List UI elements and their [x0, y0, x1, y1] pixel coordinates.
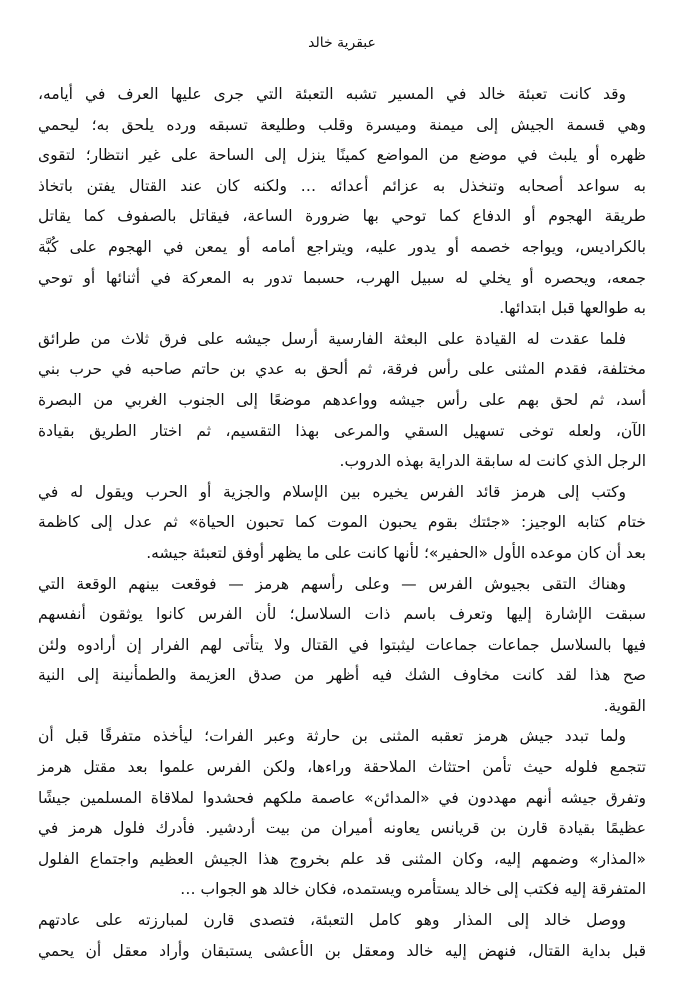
paragraph-4: [38, 569, 646, 722]
text-line: وتفرق جيشه أنهم مهددون في «المدائن» عاصمة ملكهم فحشدوا لملاقاة المسلمين جيشًا: [38, 788, 646, 807]
text-line: «المذار» وضمهم إليه، وكان المثنى قد علم بخروج هذا الجيش العظيم واجتماع الفلول: [38, 849, 646, 868]
text-line: الآن، ولعله توخى تسهيل السقي والمرعى بهذا التقسيم، ثم اختار الطريق بقيادة: [38, 421, 646, 440]
text-line: صح هذا لقد كانت مخاوف الشك فيه أظهر من صدق العزيمة والطمأنينة إلى النية: [38, 666, 646, 685]
text-line: ولما تبدد جيش هرمز تعقبه المثنى بن حارثة وعبر الفرات؛ ليأخذه متفرقًا قبل أن: [38, 727, 626, 746]
text-line: سبقت الإشارة إليها وتعرف باسم ذات السلاسل؛ لأن الفرس كانوا يوثقون أنفسهم: [38, 605, 646, 624]
text-line: فلما عقدت له القيادة على البعثة الفارسية أرسل جيشه على فرق ثلاث من طرائق: [38, 329, 626, 348]
text-line: وكتب إلى هرمز قائد الفرس يخيره بين الإسلام والجزية أو الحرب ويقول له في: [38, 482, 626, 501]
text-line: القوية.: [603, 696, 646, 715]
paragraph-6: [38, 905, 646, 966]
text-line: فيها بالسلاسل جماعات جماعات ليثبتوا في القتال ولا يتأتى لهم الفرار إن أرادوه ولئن: [38, 635, 646, 654]
paragraph-3: [38, 477, 646, 569]
text-line: وهناك التقى بجيوش الفرس — وعلى رأسهم هرمز — فوقعت بينهم الوقعة التي: [38, 574, 626, 593]
paragraph-5: [38, 721, 646, 905]
text-line: أسد، ثم لحق بهم على رأس جيشه وواعدهم موضعًا إلى الجنوب الغربي من البصرة: [38, 390, 646, 409]
text-line: مختلفة، فقدم المثنى على رأس فرقة، ثم ألحق به عدي بن حاتم صاحبه في حرب بني: [38, 360, 646, 379]
text-line: جمعه، ويحصره أو يخلي له سبيل الهرب، حسبما تدور به المعركة في أثنائها أو توحي: [38, 268, 646, 287]
running-header-title: عبقرية خالد: [308, 35, 376, 51]
text-line: طريقة الهجوم أو الدفاع كما توحي بها ضرورة الساعة، فيقاتل بالصفوف كما يقاتل: [38, 207, 646, 226]
text-line: بعد أن كان موعده الأول «الحفير»؛ لأنها كانت على ما يظهر أوفق لتعبئة جيشه.: [146, 543, 646, 562]
paragraph-2: [38, 324, 646, 477]
paragraph-1: [38, 79, 646, 324]
text-line: بالكراديس، ويواجه خصمه أو يدور عليه، ويتراجع أمامه أو يمعن في الهجوم على كُبَّة: [38, 237, 646, 256]
body-text: [38, 79, 646, 966]
text-line: تتجمع فلوله حيث تأمن احتثاث الملاحقة وراءها، ولكن الفرس علموا بعد مقتل هرمز: [38, 758, 646, 777]
text-line: عظيمًا بقيادة قارن بن قريانس يعاونه أميران من بيت أردشير. فأدرك فلول هرمز في: [38, 819, 646, 838]
text-line: المتفرقة إليه فكتب إلى خالد يستأمره ويستمده، فكان خالد هو الجواب …: [180, 880, 646, 899]
text-line: ختام كتابه الوجيز: «جئتك بقوم يحبون الموت كما تحبون الحياة» ثم عدل إلى كاظمة: [38, 513, 646, 532]
text-line: ووصل خالد إلى المذار وهو كامل التعبئة، فتصدى قارن لمبارزته على عادتهم: [38, 911, 626, 930]
text-line: به طوالعها قبل ابتدائها.: [499, 299, 646, 318]
text-line: الرجل الذي كانت له سابقة الدراية بهذه الدروب.: [339, 452, 646, 471]
text-line: قبل بداية القتال، فنهض إليه خالد ومعقل بن الأعشى يستبقان وأراد معقل أن يحمي: [38, 941, 646, 960]
text-line: وهي قسمة الجيش إلى ميمنة وميسرة وقلب وطليعة تسبقه ورده يلحق به؛ ليحمي: [38, 115, 646, 134]
text-line: ظهره أو يلبث في موضع من المواضع كمينًا ينزل إلى الساحة على غير انتظار؛ لتقوى: [38, 146, 646, 165]
text-line: به سواعد أصحابه وتنخذل به عزائم أعدائه … ولكنه كان عند القتال يفتن باتخاذ: [38, 176, 646, 195]
text-line: وقد كانت تعبئة خالد في المسير تشبه التعبئة التي جرى عليها العرف في أيامه،: [38, 85, 626, 103]
